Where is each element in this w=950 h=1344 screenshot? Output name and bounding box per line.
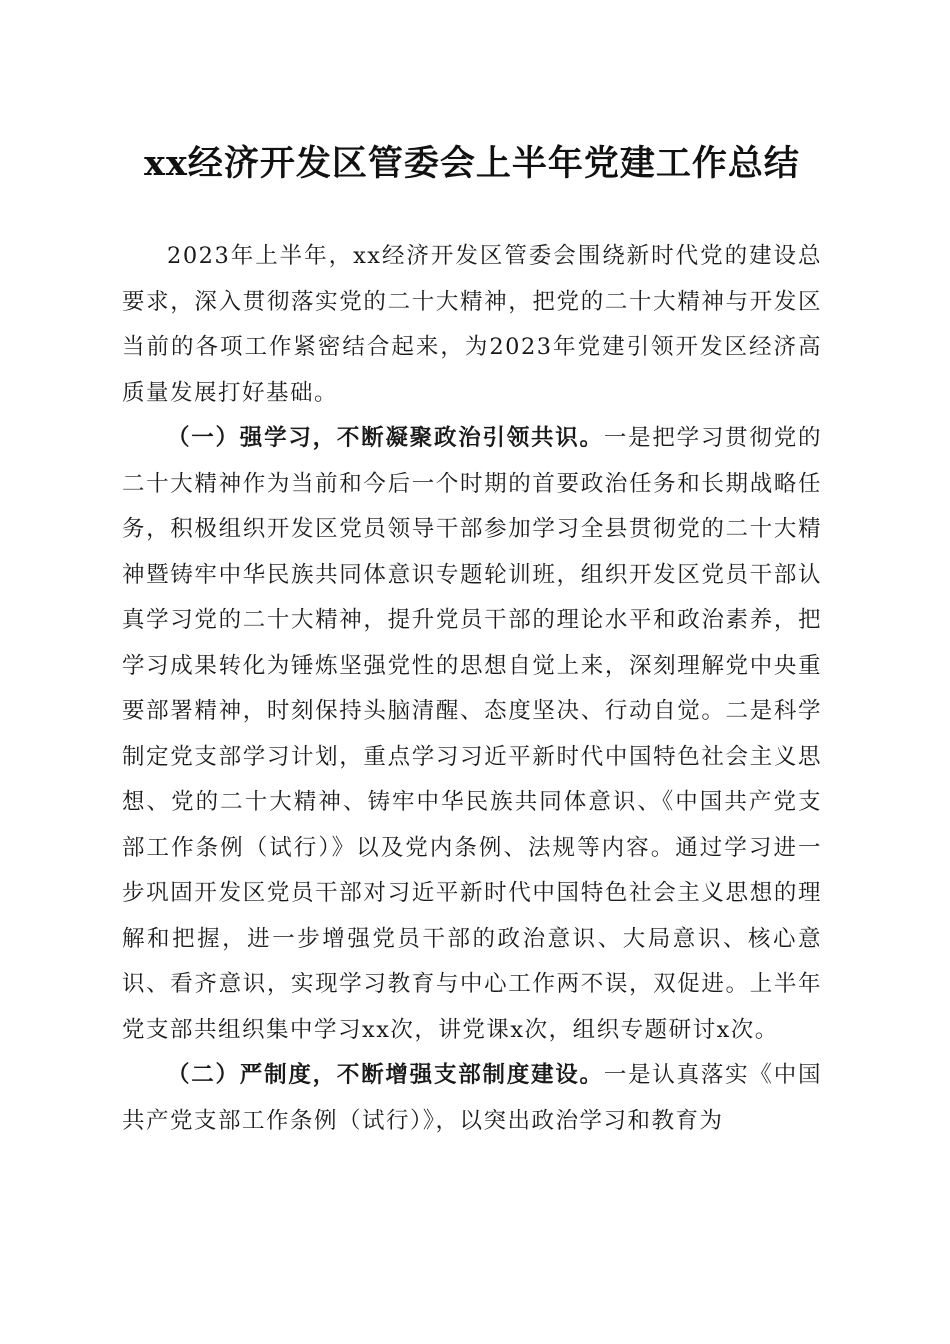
section-one-paragraph (122, 416, 822, 1053)
document-title: xx经济开发区管委会上半年党建工作总结 (144, 143, 800, 184)
section-heading: （一）强学习，不断凝聚政治引领共识。 (167, 425, 604, 451)
section-two-paragraph (122, 1053, 822, 1144)
paragraph-text: 2023年上半年，xx经济开发区管委会围绕新时代党的建设总要求，深入贯彻落实党的二十大精神，把党的二十大精神与开发区当前的各项工作紧密结合起来，为2023年党建引领开发区经济高质量发展打好基础。 (122, 243, 822, 406)
paragraph-text: 一是把学习贯彻党的二十大精神作为当前和今后一个时期的首要政治任务和长期战略任务，积极组织开发区党员领导干部参加学习全县贯彻党的二十大精神暨铸牢中华民族共同体意识专题轮训班，组织开发区党员干部认真学习党的二十大精神，提升党员干部的理论水平和政治素养，把学习成果转化为锤炼坚强党性的思想自觉上来，深刻理解党中央重要部署精神，时刻保持头脑清醒、态度坚决、行动自觉。二是科学制定党支部学习计划，重点学习习近平新时代中国特色社会主义思想、党的二十大精神、铸牢中华民族共同体意识、《中国共产党支部工作条例（试行）》以及党内条例、法规等内容。通过学习进一步巩固开发区党员干部对习近平新时代中国特色社会主义思想的理解和把握，进一步增强党员干部的政治意识、大局意识、核心意识、看齐意识，实现学习教育与中心工作两不误，双促进。上半年党支部共组织集中学习xx次，讲党课x次，组织专题研讨x次。 (122, 425, 822, 1043)
paragraph-text: 一是认真落实《中国共产党支部工作条例（试行）》，以突出政治学习和教育为 (122, 1062, 822, 1134)
intro-paragraph (122, 234, 822, 416)
section-heading: （二）严制度，不断增强支部制度建设。 (167, 1062, 604, 1088)
document-body (122, 234, 822, 1144)
